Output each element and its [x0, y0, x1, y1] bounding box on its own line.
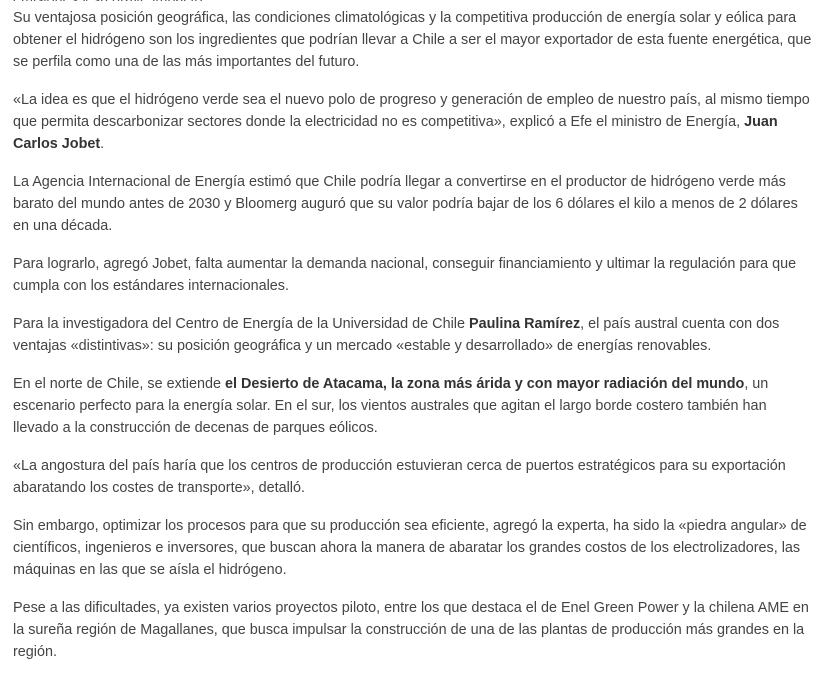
paragraph-6 [13, 373, 813, 439]
paragraph-9: Pese a las dificultades, ya existen varios proyectos piloto, entre los que destaca el de Enel Green Power y la chilena AME en la sureña región de Magallanes, que busca impulsar la construcción de una de las plantas de producción más grandes en la región. [13, 600, 809, 660]
paragraph-6-text: En el norte de Chile, se extiende [13, 376, 225, 392]
paragraph-5-text: Para la investigadora del Centro de Energía de la Universidad de Chile [13, 316, 469, 332]
minister-name: Juan Carlos Jobet [13, 114, 778, 152]
paragraph-6-end: , un escenario perfecto para la energía solar. En el sur, los vientos australes que agitan el largo borde costero también han llevado a la construcción de decenas de parques eólicos. [13, 376, 769, 436]
paragraph-1: Su ventajosa posición geográfica, las condiciones climatológicas y la competitiva producción de energía solar y eólica para obtener el hidrógeno son los ingredientes que podrían llevar a Chile a ser el mayor exportador de esta fuente energética, que se perfila como una de las más importantes del futuro. [13, 10, 812, 70]
atacama-highlight: el Desierto de Atacama, la zona más árida y con mayor radiación del mundo [225, 376, 745, 392]
researcher-name: Paulina Ramírez [468, 316, 581, 332]
paragraph-2 [13, 89, 813, 155]
paragraph-8: Sin embargo, optimizar los procesos para que su producción sea eficiente, agregó la experta, ha sido la «piedra angular» de científicos, ingenieros e inversores, que buscan ahora la manera de abaratar los grandes costos de los electrolizadores, las máquinas en las que se aísla el hidrógeno. [13, 518, 807, 578]
paragraph-7: «La angostura del país haría que los centros de producción estuvieran cerca de puertos estratégicos para su exportación abaratando los costes de transporte», detalló. [13, 458, 786, 496]
paragraph-5 [13, 313, 813, 357]
paragraph-2-end: . [100, 136, 105, 152]
paragraph-3: La Agencia Internacional de Energía estimó que Chile podría llegar a convertirse en el productor de hidrógeno verde más barato del mundo antes de 2030 y Bloomerg auguró que su valor podría bajar de los 6 dólares el kilo a menos de 2 dólares en una década. [13, 174, 798, 234]
paragraph-2-text: «La idea es que el hidrógeno verde sea el nuevo polo de progreso y generación de empleo de nuestro país, al mismo tiempo que permita descarbonizar sectores donde la electricidad no es competitiva», explicó a Efe el ministro de Energía, [13, 92, 810, 130]
paragraph-4: Para lograrlo, agregó Jobet, falta aumentar la demanda nacional, conseguir financiamiento y ultimar la regulación para que cumpla con los estándares internacionales. [13, 256, 797, 294]
article-body [13, 0, 813, 679]
paragraph-truncated [13, 0, 813, 1]
paragraph-5-end: , el país austral cuenta con dos ventajas «distintivas»: su posición geográfica y un mercado «estable y desarrollado» de energías renovables. [13, 316, 780, 354]
